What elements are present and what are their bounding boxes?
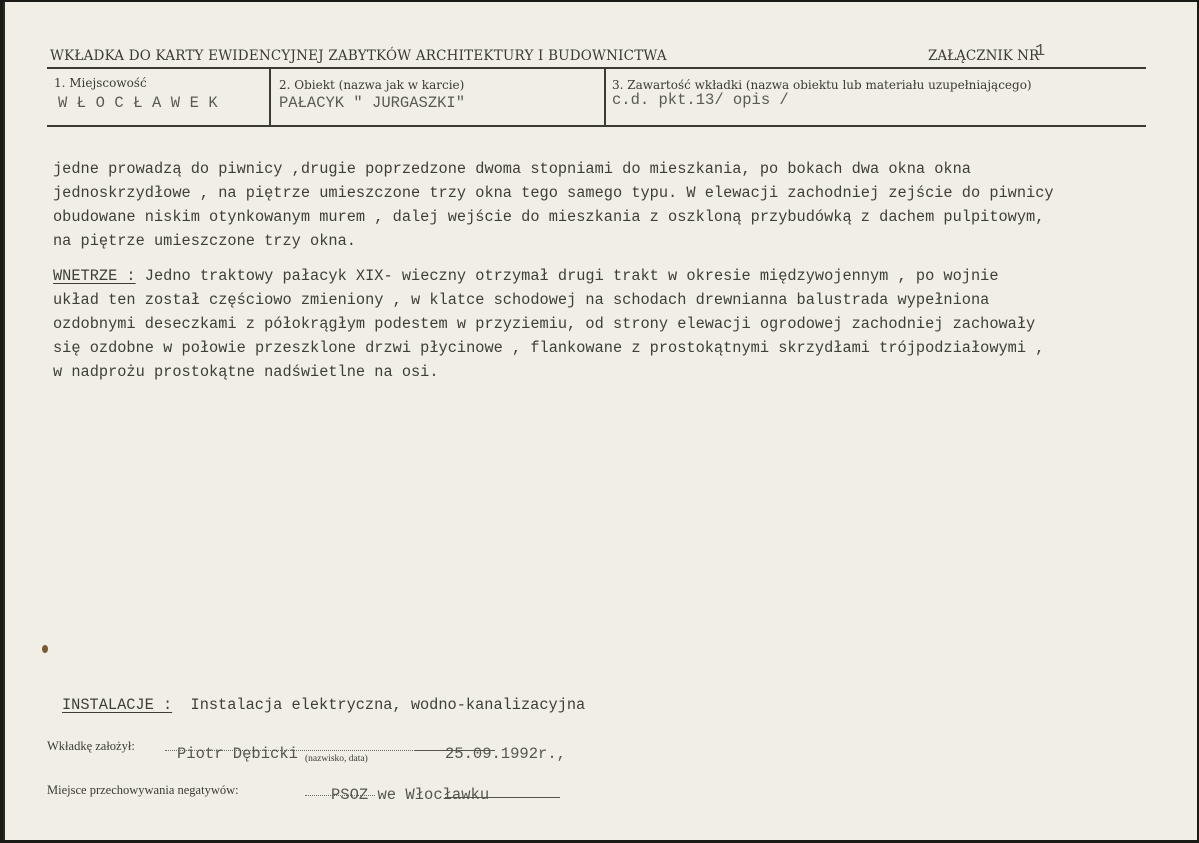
object-value: PAŁACYK " JURGASZKI" [279, 94, 466, 112]
contents-value: c.d. pkt.13/ opis / [612, 91, 789, 109]
created-by-hint: (nazwisko, data) [305, 754, 368, 764]
interior-line: w nadprożu prostokątne nadświetlne na osi. [53, 363, 439, 381]
contents-label: 3. Zawartość wkładki (nazwa obiektu lub materiału uzupełniającego) [612, 78, 1032, 92]
description-line: obudowane niskim otynkowanym murem , dalej wejście do mieszkania z oszkloną przybudówką z dachem pulpitowym, [53, 208, 1045, 226]
created-by-name: Piotr Dębicki [177, 745, 298, 763]
annex-number: 1 [1035, 42, 1046, 61]
interior-line: się ozdobne w połowie przeszklone drzwi płycinowe , flankowane z prostokątnymi skrzydłami trójpodziałowymi , [53, 339, 1045, 357]
negatives-value: PSOZ we Włocławku [331, 786, 490, 804]
interior-first-line [53, 265, 999, 289]
interior-text: Jedno traktowy pałacyk XIX- wieczny otrzymał drugi trakt w okresie międzywojennym , po wojnie [135, 267, 999, 285]
created-by-label: Wkładkę założył: [47, 739, 135, 753]
ink-dot [42, 645, 48, 653]
annex-label: ZAŁĄCZNIK NR [928, 48, 1040, 64]
locality-value: WŁOCŁAWEK [58, 94, 228, 112]
interior-line: ozdobnymi deseczkami z półokrągłym podestem w przyziemiu, od strony elewacji ogrodowej zachodniej zachowały [53, 315, 1036, 333]
object-label: 2. Obiekt (nazwa jak w karcie) [279, 78, 465, 92]
interior-heading: WNETRZE : [53, 267, 136, 285]
installations-line [62, 694, 585, 718]
table-bottom-rule [47, 125, 1146, 127]
document-sheet [3, 2, 1197, 840]
interior-line: układ ten został częściowo zmieniony , w klatce schodowej na schodach drewnianna balustrada wypełniona [53, 291, 990, 309]
table-top-rule [47, 67, 1146, 69]
created-date: 25.09.1992r., [445, 745, 566, 763]
installations-heading: INSTALACJE : [62, 696, 173, 714]
installations-value: Instalacja elektryczna, wodno-kanalizacyjna [190, 696, 586, 714]
negatives-label: Miejsce przechowywania negatywów: [47, 783, 239, 797]
description-line: jednoskrzydłowe , na piętrze umieszczone trzy okna tego samego typu. W elewacji zachodniej zejście do piwnicy [53, 184, 1054, 202]
form-title: WKŁADKA DO KARTY EWIDENCYJNEJ ZABYTKÓW ARCHITEKTURY I BUDOWNICTWA [50, 48, 667, 64]
column-divider-1 [269, 69, 271, 125]
description-line: jedne prowadzą do piwnicy ,drugie poprzedzone dwoma stopniami do mieszkania, po bokach dwa okna okna [53, 160, 971, 178]
description-line: na piętrze umieszczone trzy okna. [53, 232, 356, 250]
locality-label: 1. Miejscowość [54, 76, 147, 90]
column-divider-2 [604, 69, 606, 125]
